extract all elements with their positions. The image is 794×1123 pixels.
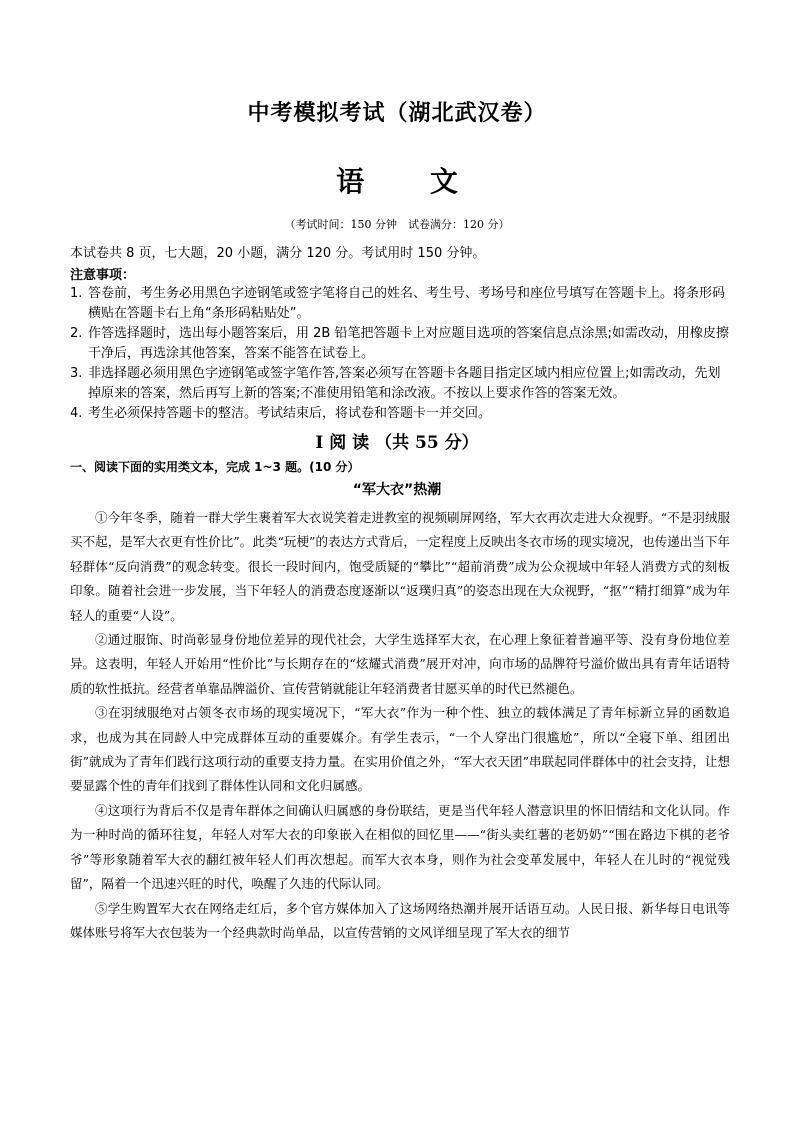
article-paragraph: ④这项行为背后不仅是青年群体之间确认归属感的身份联结，更是当代年轻人潜意识里的怀旧情结和文化认同。作为一种时尚的循环往复，年轻人对军大衣的印象嵌入在相似的回忆里——“街头卖红薯的老奶奶”“围在路边下棋的老爷爷”等形象随着军大衣的翻红被年轻人们再次想起。而军大衣本身，则作为社会变革发展中，年轻人在儿时的“视觉残留”，隔着一个迅速兴旺的时代，唤醒了久违的代际认同。 xyxy=(70,802,730,892)
article-paragraph: ①今年冬季，随着一群大学生裹着军大衣说笑着走进教室的视频刷屏网络，军大衣再次走进大众视野。“不是羽绒服买不起，是军大衣更有性价比”。此类“玩梗”的表达方式背后，一定程度上反映出冬衣市场的现实境况，也传递出当下年轻群体“反向消费”的观念转变。很长一段时间内，饱受质疑的“攀比”“超前消费”成为公众视域中年轻人消费方式的刻板印象。随着社会进一步发展，当下年轻人的消费态度逐渐以“返璞归真”的姿态出现在大众视野，“抠”“精打细算”成为年轻人的重要“人设”。 xyxy=(70,510,730,623)
notice-text: 非选择题必须用黑色字迹钢笔或签字笔作答,答案必须写在答题卡各题目指定区域内相应位置上;如需改动，先划掉原来的答案，然后再写上新的答案;不准使用铅笔和涂改液。不按以上要求作答的答案无效。 xyxy=(88,366,721,401)
article-paragraph: ②通过服饰、时尚彰显身份地位差异的现代社会，大学生选择军大衣，在心理上象征着普遍平等、没有身份地位差异。这表明，年轻人开始用“性价比”与长期存在的“炫耀式消费”展开对冲，向市场的品牌符号溢价做出具有青年话语特质的软性抵抗。经营者单靠品牌溢价、宣传营销就能让年轻消费者甘愿买单的时代已然褪色。 xyxy=(70,632,730,696)
notice-item xyxy=(70,404,730,424)
notice-item xyxy=(70,284,730,324)
article-title: “军大衣”热潮 xyxy=(352,482,442,498)
subject-title: 语 文 xyxy=(336,165,486,198)
notice-number: 1. xyxy=(70,286,83,301)
exam-intro: 本试卷共 8 页，七大题，20 小题，满分 120 分。考试用时 150 分钟。 xyxy=(70,246,486,261)
article-paragraph: ③在羽绒服绝对占领冬衣市场的现实境况下，“军大衣”作为一种个性、独立的载体满足了青年标新立异的函数追求，也成为其在同龄人中完成群体互动的重要媒介。有学生表示，“一个人穿出门很尴尬”，所以“全寝下单、组团出街”就成为了青年们践行这项行动的重要支持力量。在实用价值之外，“军大衣天团”串联起同伴群体中的社会支持，让想要显露个性的青年们找到了群体性认同和文化归属感。 xyxy=(70,705,730,794)
article-paragraph: ⑤学生购置军大衣在网络走红后，多个官方媒体加入了这场网络热潮并展开话语互动。人民日报、新华每日电讯等媒体账号将军大衣包装为一个经典款时尚单品，以宣传营销的文风详细呈现了军大衣的细节 xyxy=(70,900,730,940)
section-title: I 阅 读 （共 55 分） xyxy=(315,433,479,453)
exam-info: （考试时间：150 分钟 试卷满分：120 分） xyxy=(284,218,510,231)
notice-text: 作答选择题时，选出每小题答案后，用 2B 铅笔把答题卡上对应题目选项的答案信息点涂黑;如需改动，用橡皮擦干净后，再选涂其他答案，答案不能答在试卷上。 xyxy=(88,326,729,361)
notice-text: 考生必须保持答题卡的整洁。考试结束后，将试卷和答题卡一并交回。 xyxy=(88,406,492,421)
article-body xyxy=(70,506,730,945)
notice-number: 3. xyxy=(70,366,83,381)
notice-heading: 注意事项： xyxy=(70,268,136,283)
exam-title: 中考模拟考试（湖北武汉卷） xyxy=(247,101,547,126)
notice-text: 答卷前，考生务必用黑色字迹钢笔或签字笔将自己的姓名、考生号、考场号和座位号填写在答题卡上。将条形码横贴在答题卡右上角“条形码粘贴处”。 xyxy=(88,286,726,321)
notice-item xyxy=(70,324,730,364)
question-heading: 一、阅读下面的实用类文本，完成 1~3 题。(10 分） xyxy=(70,460,360,474)
notice-list xyxy=(70,284,730,424)
notice-number: 2. xyxy=(70,326,83,341)
notice-number: 4. xyxy=(70,406,83,421)
notice-item xyxy=(70,364,730,404)
